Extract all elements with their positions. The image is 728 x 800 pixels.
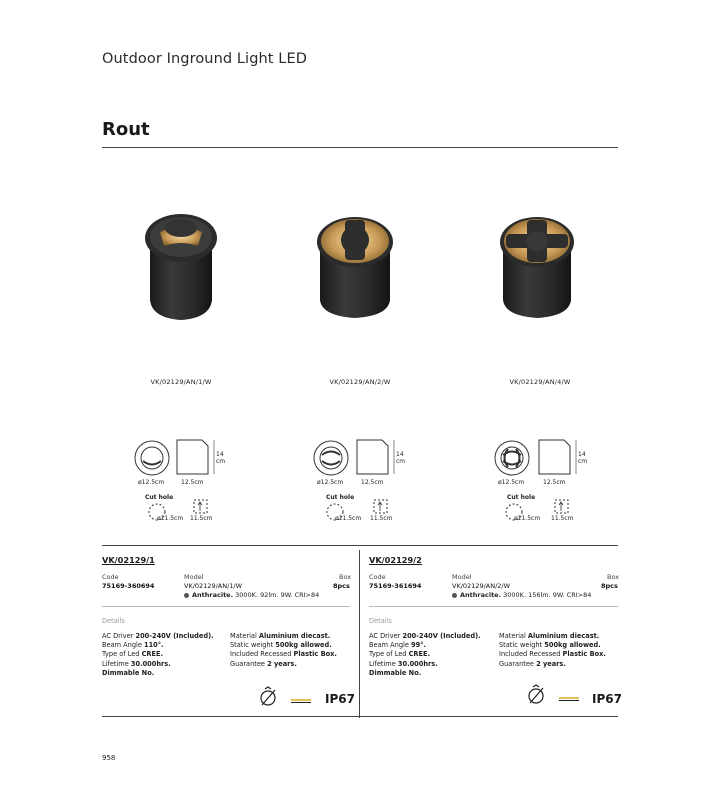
light-beam-icon	[291, 699, 311, 703]
spec-list-left: AC Driver 200-240V (Included). Beam Angle 110°. Type of Led CREE. Lifetime 30.000hrs. Dimmable No.	[102, 632, 214, 677]
diameter-label: ø12.5cm	[498, 479, 525, 486]
height-label: 14 cm	[578, 451, 588, 465]
model-caption: Model	[184, 573, 204, 581]
code-caption: Code	[369, 573, 386, 581]
model-value: VK/02129/AN/2/W	[452, 582, 511, 590]
height-label: 14 cm	[216, 451, 226, 465]
cut-hole-label: Cut hole	[507, 494, 536, 501]
details-divider	[102, 606, 350, 607]
spec-list-right: Material Aluminium diecast. Static weight 500kg allowed. Included Recessed Plastic Box. Guarantee 2 years.	[499, 632, 606, 668]
spec-list-right: Material Aluminium diecast. Static weight 500kg allowed. Included Recessed Plastic Box. Guarantee 2 years.	[230, 632, 337, 668]
code-value: 75169-361694	[369, 582, 422, 590]
variant-line: Anthracite. 3000K. 156lm. 9W. CRI>84	[452, 591, 591, 599]
cut-depth-label: 11.5cm	[370, 515, 393, 522]
box-caption: Box	[607, 573, 620, 581]
product-code-1: VK/02129/AN/1/W	[150, 378, 212, 386]
variant-line: Anthracite. 3000K. 92lm. 9W. CRI>84	[184, 591, 319, 599]
cut-diameter-label: ø11.5cm	[514, 515, 541, 522]
width-label: 12.5cm	[361, 479, 384, 486]
product-code-2: VK/02129/AN/2/W	[329, 378, 391, 386]
box-value: 8pcs	[601, 582, 618, 590]
spec-icons-1	[258, 686, 318, 708]
category-title: Outdoor Inground Light LED	[102, 51, 307, 67]
cut-hole-label: Cut hole	[326, 494, 355, 501]
lamp-image-4w	[500, 217, 574, 318]
spec-bottom-divider	[102, 716, 618, 717]
box-caption: Box	[339, 573, 352, 581]
spec-heading: VK/02129/1	[102, 555, 155, 565]
spec-list-left: AC Driver 200-240V (Included). Beam Angle 99°. Type of Led CREE. Lifetime 30.000hrs. Dimmable No.	[369, 632, 481, 677]
width-label: 12.5cm	[181, 479, 204, 486]
lamp-image-1w	[145, 214, 217, 320]
page-number: 958	[102, 754, 116, 762]
details-label: Details	[102, 617, 125, 625]
lamp-image-2w	[317, 217, 393, 318]
cut-depth-label: 11.5cm	[551, 515, 574, 522]
ip-rating: IP67	[592, 692, 622, 706]
diameter-label: ø12.5cm	[317, 479, 344, 486]
code-caption: Code	[102, 573, 119, 581]
model-caption: Model	[452, 573, 472, 581]
diameter-label: ø12.5cm	[138, 479, 165, 486]
code-value: 75169-360694	[102, 582, 155, 590]
dimmer-icon	[529, 685, 543, 703]
ip-rating: IP67	[325, 692, 355, 706]
cut-diameter-label: ø11.5cm	[157, 515, 184, 522]
spec-column-divider	[359, 550, 360, 718]
product-family-title: Rout	[102, 119, 150, 140]
details-label: Details	[369, 617, 392, 625]
width-label: 12.5cm	[543, 479, 566, 486]
color-swatch	[452, 593, 457, 598]
product-code-3: VK/02129/AN/4/W	[509, 378, 571, 386]
cut-diameter-label: ø11.5cm	[335, 515, 362, 522]
spec-heading: VK/02129/2	[369, 555, 422, 565]
color-swatch	[184, 593, 189, 598]
cut-hole-label: Cut hole	[145, 494, 174, 501]
box-value: 8pcs	[333, 582, 350, 590]
cut-depth-label: 11.5cm	[190, 515, 213, 522]
dimmer-icon	[261, 687, 275, 705]
spec-top-divider	[102, 545, 618, 546]
light-beam-icon	[559, 697, 579, 701]
height-label: 14 cm	[396, 451, 406, 465]
details-divider	[369, 606, 618, 607]
spec-icons-2	[526, 684, 586, 706]
model-value: VK/02129/AN/1/W	[184, 582, 243, 590]
